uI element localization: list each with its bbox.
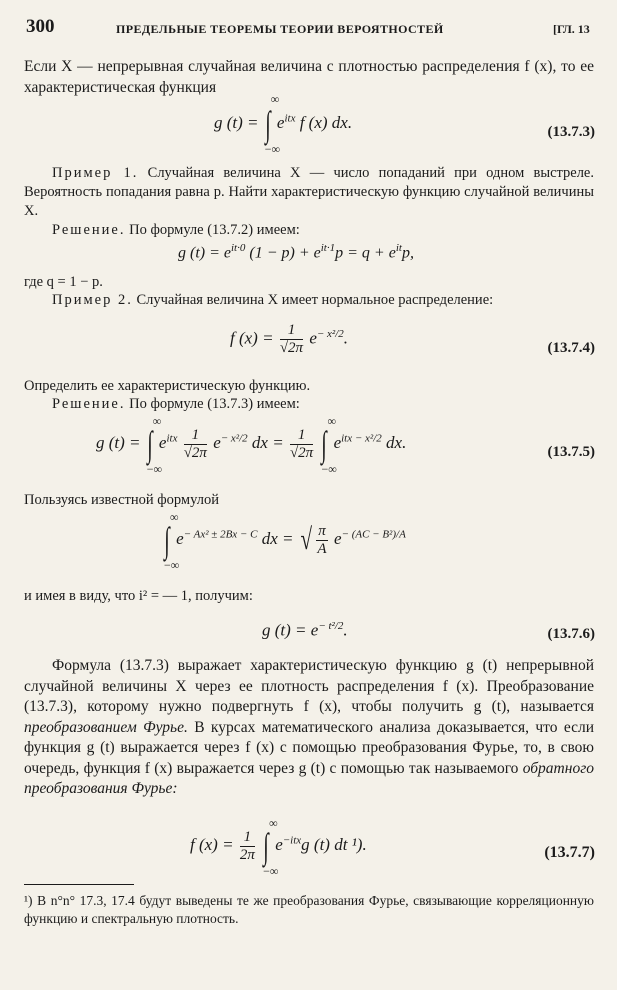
exp-base: e	[309, 328, 317, 348]
eq-lhs: f (x) =	[230, 328, 278, 348]
known-formula	[162, 510, 406, 572]
numerator: 1	[290, 427, 313, 445]
fraction	[316, 523, 328, 558]
eq-tail: .	[343, 620, 348, 640]
formula-part: g (t) = e	[178, 244, 231, 262]
footnote: ¹) В n°n° 17.3, 17.4 будут выведены те же преобразования Фурье, связывающие корреляционную функцию и спектральную плотность.	[24, 893, 594, 926]
formula-part: p,	[401, 244, 414, 262]
exp-base: e	[333, 528, 342, 548]
differential: dx.	[381, 432, 407, 452]
where-clause: где q = 1 − p.	[24, 274, 103, 290]
denominator: 2π	[239, 846, 255, 863]
integral-sign: ∫	[265, 104, 271, 144]
exponent: itx − x²/2	[341, 432, 382, 445]
integrand-rest: g (t) dt	[301, 834, 348, 854]
task-text: Определить ее характеристическую функцию.	[24, 378, 311, 394]
eq-lhs: g (t) =	[214, 112, 263, 132]
main-text-2: В курсах математического анализа доказывается, что если функция g (t) выражается через f (x) с помощью преобразования Фурье, то, в свою очередь, функция f (x) выражается через g (t) с помощью так называемого	[24, 718, 594, 777]
intro-paragraph: Если X — непрерывная случайная величина с плотностью распределения f (x), то ее характеристическая функция	[24, 58, 594, 96]
denominator: A	[317, 540, 327, 557]
equation-number: (13.7.7)	[544, 844, 595, 861]
equation-number: (13.7.6)	[547, 626, 595, 642]
exponent: − (AC − B²)/A	[341, 528, 406, 541]
denominator: √2π	[289, 444, 314, 461]
exponent: − x²/2	[316, 327, 344, 340]
fraction	[240, 829, 255, 864]
lower-limit: −∞	[321, 462, 337, 476]
numerator: π	[318, 522, 326, 539]
formula-exp: it·0	[231, 242, 246, 254]
solution-text: По формуле (13.7.2) имеем:	[125, 222, 300, 238]
example-2	[24, 290, 594, 311]
eq-tail: .	[343, 328, 349, 348]
equation-13-7-6	[262, 620, 348, 641]
eq-lhs: g (t) = e	[262, 620, 319, 640]
solution-heading: Решение.	[52, 396, 126, 412]
running-title: ПРЕДЕЛЬНЫЕ ТЕОРЕМЫ ТЕОРИИ ВЕРОЯТНОСТЕЙ	[116, 22, 444, 36]
example-1	[24, 164, 594, 221]
integral-sign: ∫	[263, 826, 269, 866]
known-formula-intro: Пользуясь известной формулой	[24, 492, 219, 508]
numerator: 1	[280, 322, 303, 340]
fraction	[280, 322, 303, 357]
formula-exp: it	[395, 242, 402, 254]
exponent: − t²/2	[318, 620, 344, 632]
eq-lhs: g (t) =	[96, 432, 145, 452]
equation-13-7-4	[230, 322, 348, 357]
integrand-base: e	[276, 112, 285, 132]
integral-sign: ∫	[321, 424, 328, 464]
upper-limit: ∞	[152, 414, 162, 428]
integrand-rest: f (x) dx.	[299, 112, 353, 132]
term-inverse-fourier: обратного преобразования Фурье:	[24, 759, 594, 797]
exp-base: e	[213, 432, 221, 452]
example-1-solution	[24, 220, 594, 241]
equation-13-7-5	[96, 414, 407, 476]
example-2-text: Случайная величина X имеет нормальное распределение:	[132, 292, 494, 308]
upper-limit: ∞	[269, 816, 278, 830]
lower-limit: −∞	[146, 462, 163, 476]
example-2-solution	[24, 394, 594, 415]
numerator: 1	[240, 829, 255, 847]
lower-limit: −∞	[164, 558, 180, 572]
upper-limit: ∞	[170, 510, 179, 524]
solution-heading: Решение.	[52, 222, 126, 238]
exponent: − Ax² ± 2Bx − C	[183, 528, 258, 541]
exponent: itx	[166, 432, 178, 445]
footnote-ref: ¹).	[347, 834, 367, 854]
example-1-heading: Пример 1.	[52, 165, 139, 181]
solution-text: По формуле (13.7.3) имеем:	[125, 396, 300, 412]
exponent: − x²/2	[220, 432, 248, 445]
footnote-divider	[24, 884, 134, 885]
equation-number: (13.7.3)	[547, 124, 595, 140]
formula-part: p = q + e	[335, 244, 396, 262]
equation-13-7-3	[214, 92, 353, 156]
numerator: 1	[184, 427, 207, 445]
example-1-formula	[178, 242, 414, 262]
exp-base: e	[158, 432, 167, 452]
eq-lhs: f (x) =	[190, 834, 238, 854]
formula-part: (1 − p) + e	[245, 244, 321, 262]
example-1-text: Случайная величина X — число попаданий при одном выстреле. Вероятность попадания равна p. Найти характеристическую функцию случайной величины X.	[24, 165, 594, 219]
differential: dx =	[257, 528, 298, 548]
exp-base: e	[333, 432, 342, 452]
exponent: −itx	[282, 834, 302, 847]
equation-13-7-7	[190, 816, 367, 878]
equation-number: (13.7.5)	[547, 444, 595, 460]
equation-number: (13.7.4)	[547, 340, 595, 356]
main-paragraph	[24, 656, 594, 800]
sqrt-sign: √	[300, 523, 312, 556]
integrand-exponent: itx	[284, 112, 296, 125]
integral-sign: ∫	[147, 424, 153, 464]
denominator: √2π	[183, 444, 207, 461]
lower-limit: −∞	[264, 142, 281, 156]
exp-base: e	[275, 834, 283, 854]
chapter-label: [ГЛ. 13	[553, 22, 590, 36]
page-number: 300	[26, 16, 55, 37]
example-2-heading: Пример 2.	[52, 292, 133, 308]
upper-limit: ∞	[327, 414, 337, 428]
term-fourier: преобразованием Фурье.	[24, 718, 188, 736]
given-text: и имея в виду, что i² = — 1, получим:	[24, 588, 253, 604]
integral-sign: ∫	[164, 520, 170, 560]
differential: dx =	[247, 432, 288, 452]
fraction	[290, 427, 313, 462]
formula-exp: it·1	[320, 242, 336, 254]
fraction	[184, 427, 207, 462]
denominator: √2π	[279, 340, 304, 356]
upper-limit: ∞	[270, 92, 280, 106]
main-text: Формула (13.7.3) выражает характеристическую функцию g (t) непрерывной случайной величины X через ее плотность распределения f (x). Преобразование (13.7.3), которому нужно подвергнуть f (x), чтобы получить g (t), называется	[24, 657, 594, 715]
exp-base: e	[176, 528, 184, 548]
lower-limit: −∞	[263, 864, 279, 878]
